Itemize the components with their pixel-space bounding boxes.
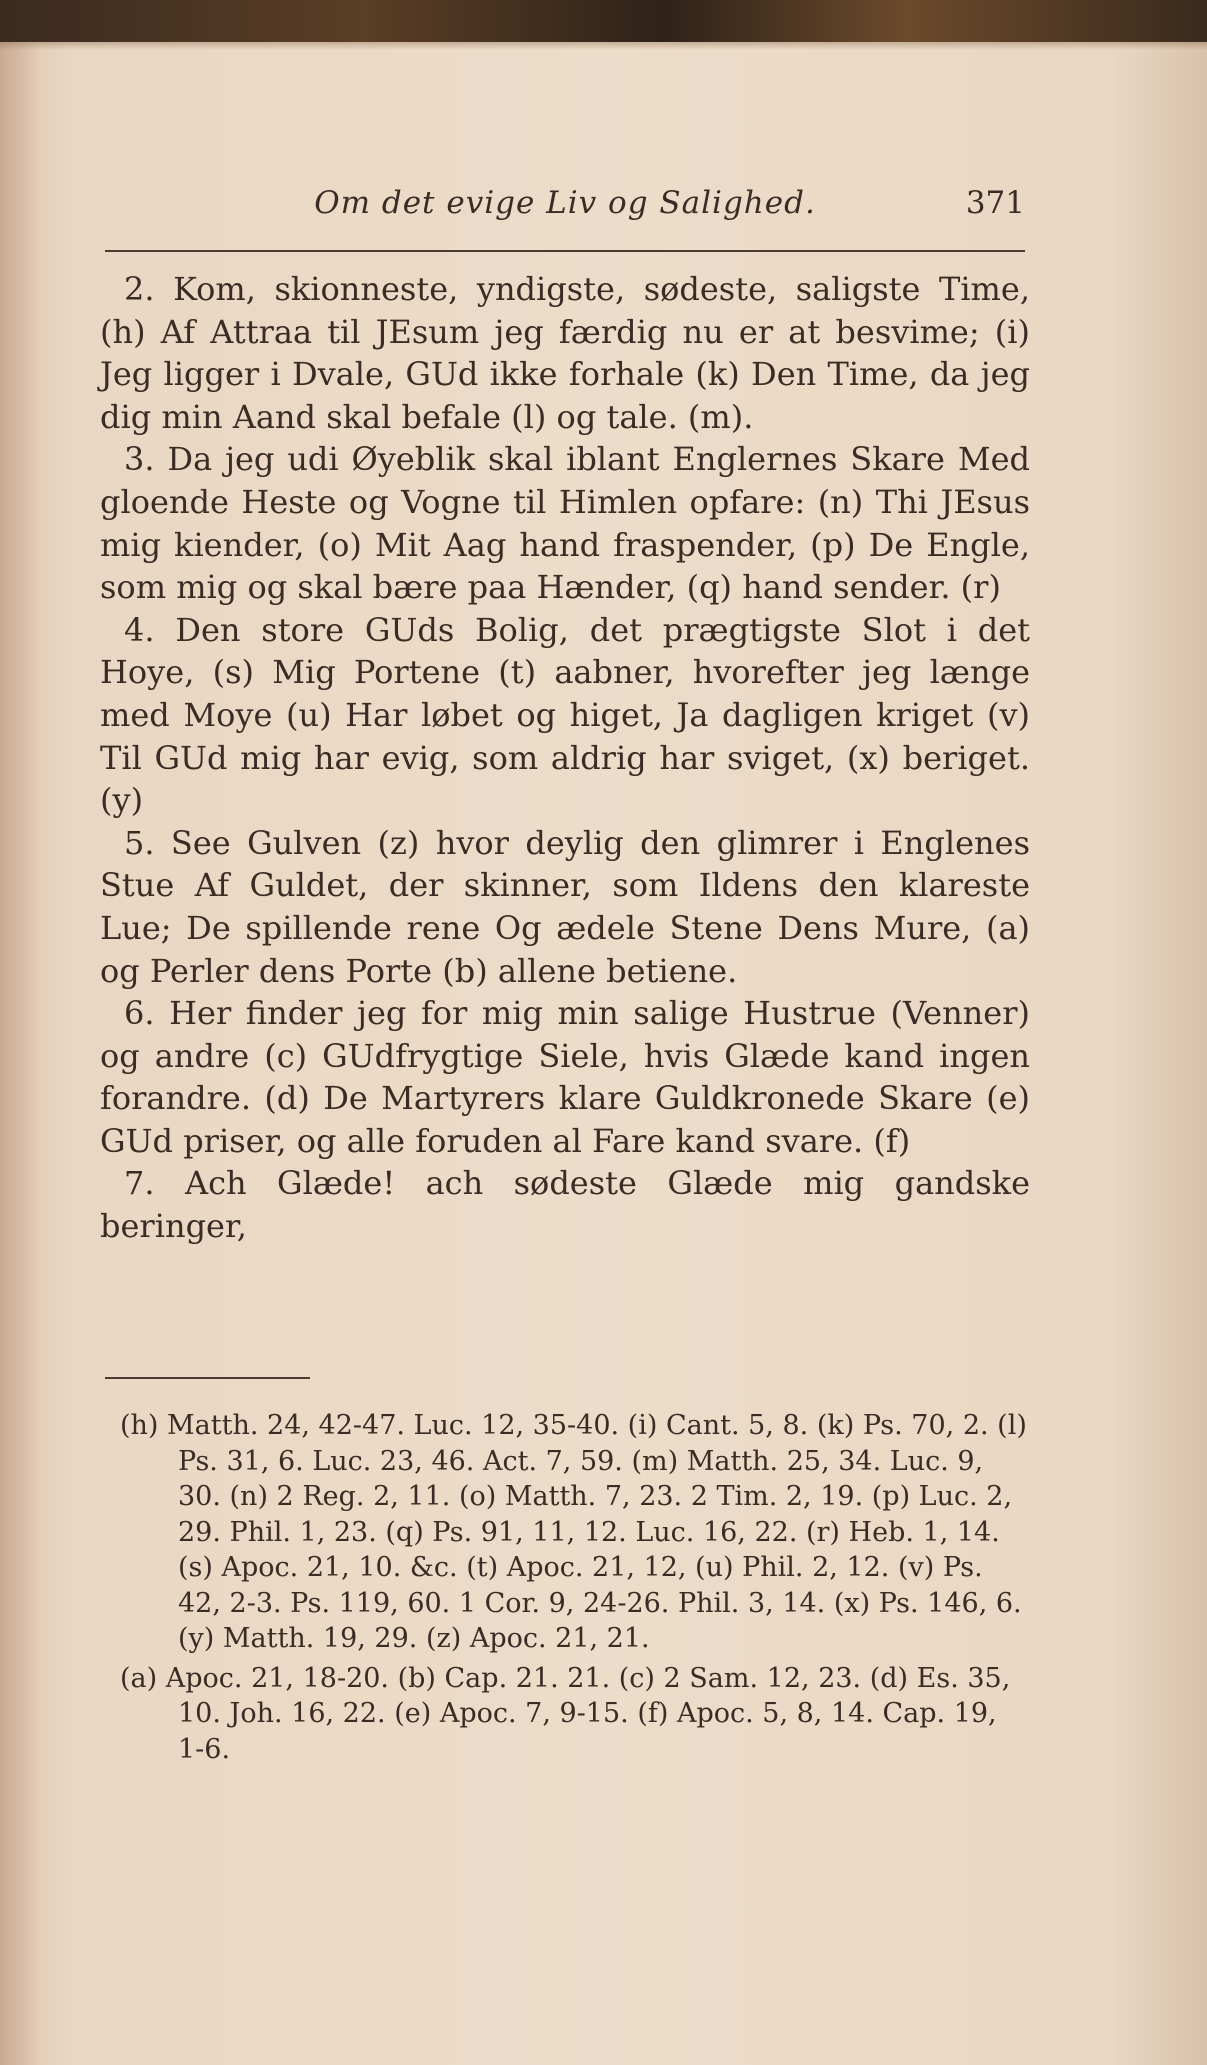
verse-6: 6. Her finder jeg for mig min salige Hustrue (Venner) og andre (c) GUdfrygtige Siele, hvis Glæde kand ingen forandre. (d) De Martyrers klare Guldkronede Skare (e) GUd priser, og alle foruden al Fare kand svare. (f)	[100, 994, 1030, 1160]
footnote-rule	[105, 1377, 310, 1379]
page-number: 371	[965, 185, 1025, 221]
book-cover-edge	[0, 0, 1207, 42]
header-rule	[105, 250, 1025, 252]
verses-block	[100, 268, 1030, 1248]
verse-3: 3. Da jeg udi Øyeblik skal iblant Englernes Skare Med gloende Heste og Vogne til Himlen opfare: (n) Thi JEsus mig kiender, (o) Mit Aag hand fraspender, (p) De Engle, som mig og skal bære paa Hænder, (q) hand sender. (r)	[100, 440, 1030, 607]
verse-5: 5. See Gulven (z) hvor deylig den glimrer i Englenes Stue Af Guldet, der skinner, som Ildens den klareste Lue; De spillende rene Og ædele Stene Dens Mure, (a) og Perler dens Porte (b) allene betiene.	[100, 823, 1030, 990]
running-title: Om det evige Liv og Salighed.	[314, 185, 816, 221]
footnote-group-1: (h) Matth. 24, 42-47. Luc. 12, 35-40. (i) Cant. 5, 8. (k) Ps. 70, 2. (l) Ps. 31, 6. Luc. 23, 46. Act. 7, 59. (m) Matth. 25, 34. Luc. 9, 30. (n) 2 Reg. 2, 11. (o) Matth. 7, 23. 2 Tim. 2, 19. (p) Luc. 2, 29. Phil. 1, 23. (q) Ps. 91, 11, 12. Luc. 16, 22. (r) Heb. 1, 14. (s) Apoc. 21, 10. &c. (t) Apoc. 21, 12, (u) Phil. 2, 12. (v) Ps. 42, 2-3. Ps. 119, 60. 1 Cor. 9, 24-26. Phil. 3, 14. (x) Ps. 146, 6. (y) Matth. 19, 29. (z) Apoc. 21, 21.	[120, 1410, 1027, 1654]
gutter-shadow	[0, 42, 40, 2065]
footnotes-block	[120, 1408, 1030, 1771]
verse-4: 4. Den store GUds Bolig, det prægtigste Slot i det Hoye, (s) Mig Portene (t) aabner, hvorefter jeg længe med Moye (u) Har løbet og higet, Ja dagligen kriget (v) Til GUd mig har evig, som aldrig har sviget, (x) beriget. (y)	[100, 610, 1030, 820]
footnote-group-2: (a) Apoc. 21, 18-20. (b) Cap. 21. 21. (c) 2 Sam. 12, 23. (d) Es. 35, 10. Joh. 16, 22. (e) Apoc. 7, 9-15. (f) Apoc. 5, 8, 14. Cap. 19, 1-6.	[120, 1662, 1011, 1765]
verse-7: 7. Ach Glæde! ach sødeste Glæde mig gandske beringer,	[100, 1164, 1030, 1246]
verse-2: 2. Kom, skionneste, yndigste, sødeste, saligste Time, (h) Af Attraa til JEsum jeg færdig nu er at besvime; (i) Jeg ligger i Dvale, GUd ikke forhale (k) Den Time, da jeg dig min Aand skal befale (l) og tale. (m).	[100, 270, 1030, 436]
running-head	[105, 185, 1025, 235]
